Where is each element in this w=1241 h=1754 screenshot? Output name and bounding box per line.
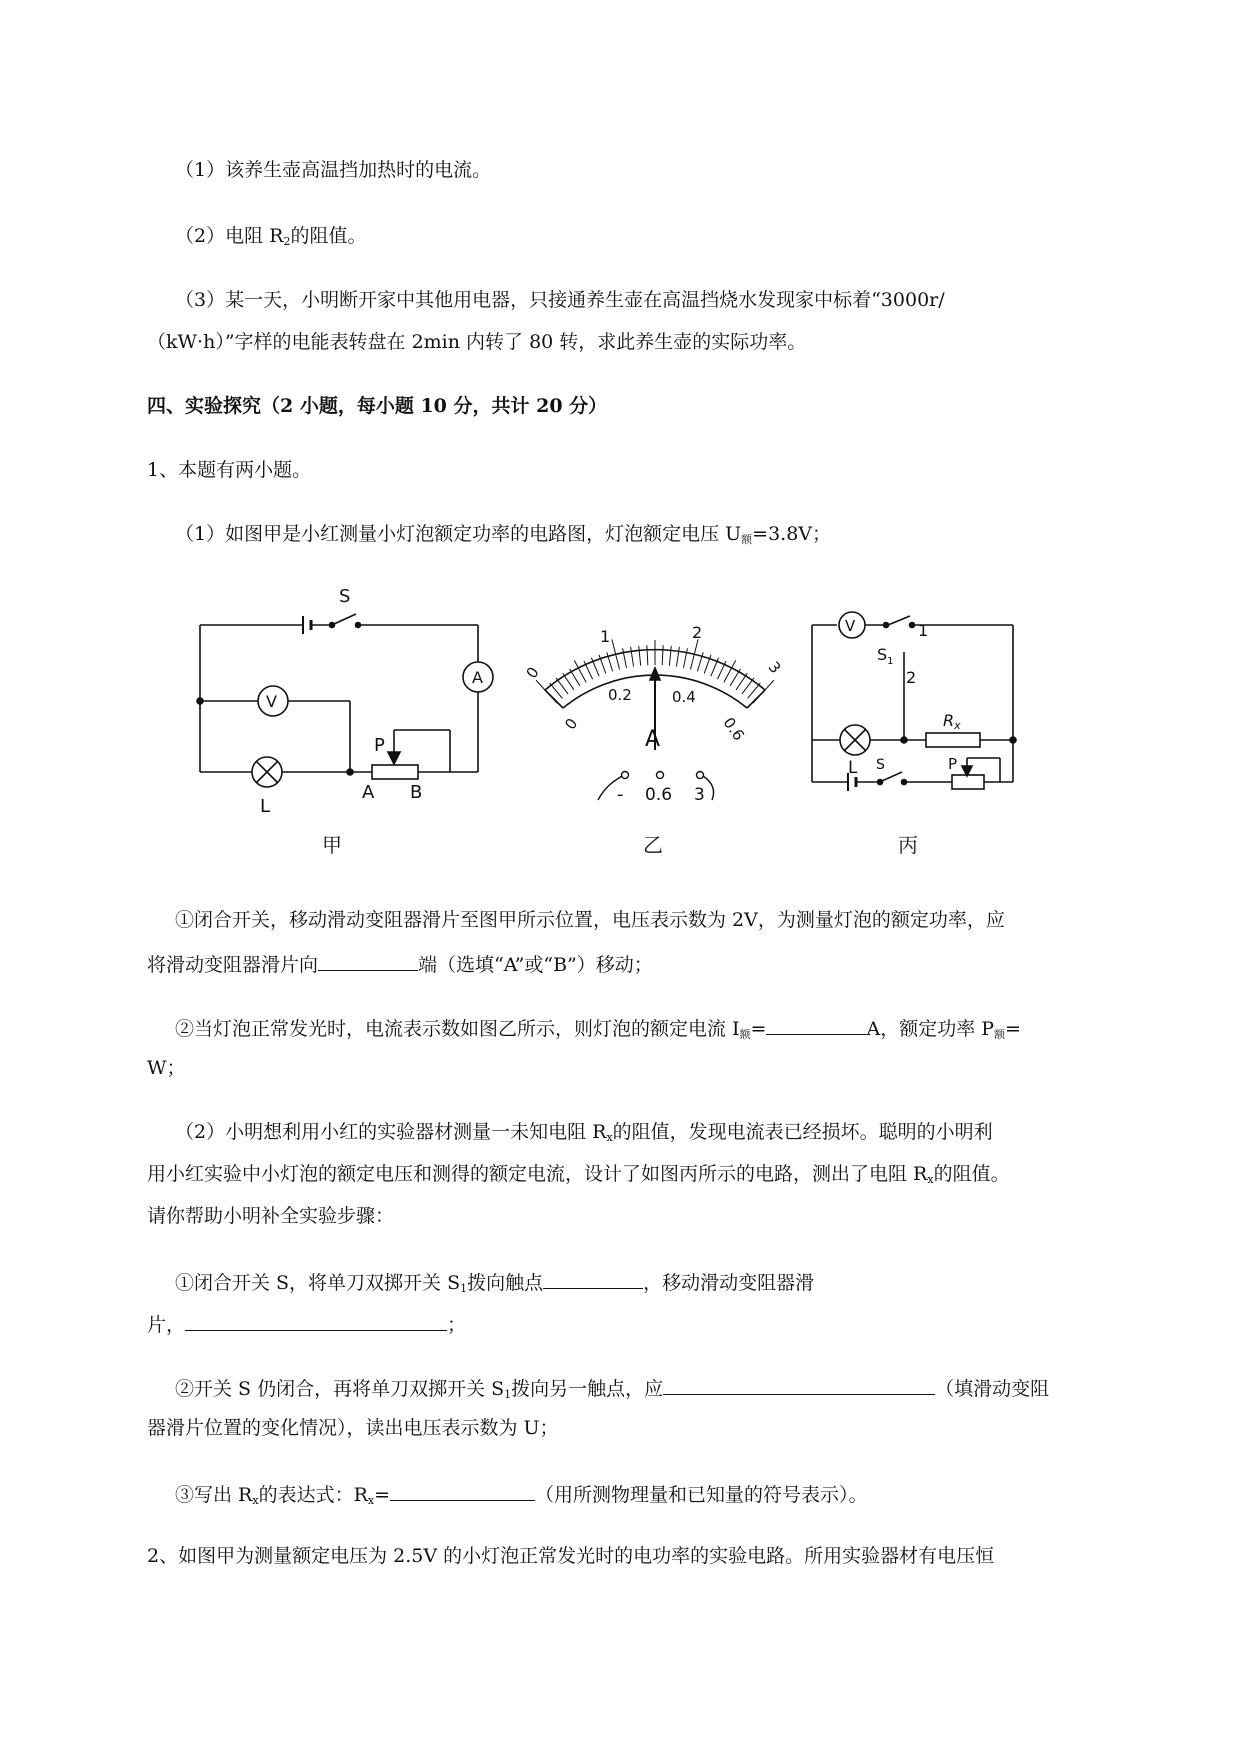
dial-top-1: 1 [600,627,611,646]
dial-bottom-0.6: 0.6 [719,714,748,745]
q1-task2-line2: 器滑片位置的变化情况），读出电压表示数为 U； [147,1417,559,1439]
bing-rheostat [952,775,984,789]
dial-bottom-0.4: 0.4 [672,688,696,706]
dial-tick [662,645,663,665]
q1-task1-line2: 片， ； [147,1310,466,1337]
bing-l-label: L [848,758,858,778]
dial-tick [631,647,634,667]
circuit-figures [0,580,1241,870]
q1-step2-line2: W； [147,1057,186,1079]
dial-bottom-0.2: 0.2 [608,686,632,704]
dial-tick [736,673,747,690]
jia-end-a: A [362,782,375,803]
dial-top-3: 3 [764,658,785,678]
q3-item-1: （1）该养生壶高温挡加热时的电流。 [175,159,492,181]
answer-blank-direction[interactable] [318,950,418,971]
jia-lamp-label: L [260,796,271,817]
dial-unit: A [645,727,661,752]
dial-top-2: 2 [692,623,703,642]
caption-bing: 丙 [898,833,918,857]
dial-top-0: 0 [522,663,543,682]
dial-tick [639,646,641,666]
jia-voltmeter-label: V [266,692,277,711]
q1-task1-line1: ①闭合开关 S，将单刀双掷开关 $S_1$拨向触点 ，移动滑动变阻器滑 [175,1268,814,1301]
bing-rx [926,733,980,747]
answer-blank-contact[interactable] [543,1268,643,1289]
answer-blank-slider-action[interactable] [185,1310,447,1331]
section-4-title: 四、实验探究（2 小题，每小题 10 分，共计 20 分） [147,395,608,417]
terminal-0.6: 0.6 [645,785,673,805]
jia-slider-label: P [374,735,385,756]
rheostat-symbol [372,765,418,779]
dial-tick [556,678,568,694]
jia-ammeter-label: A [472,668,483,687]
caption-yi: 乙 [643,833,663,857]
terminal-3: 3 [694,785,705,805]
q3-item-3-line2: （kW·h）”字样的电能表转盘在 2min 内转了 80 转，求此养生壶的实际功率。 [147,331,807,353]
bing-p-label: P [948,755,958,773]
dial-tick [669,646,671,666]
answer-blank-current[interactable] [766,1014,866,1035]
q1-task2-line1: ②开关 S 仍闭合，再将单刀双掷开关 $S_1$拨向另一触点，应 （填滑动变阻 [175,1374,1049,1407]
answer-blank-rx-expression[interactable] [390,1480,535,1501]
bing-s-label: S [876,757,885,773]
q1-step1-line2: 将滑动变阻器滑片向 端（选填“A”或“B”）移动； [147,950,653,977]
q1-part2-line2: 用小红实验中小灯泡的额定电压和测得的额定电流，设计了如图丙所示的电路，测出了电阻 $R_x$的阻值。 [147,1163,1010,1186]
dial-tick [647,645,648,665]
jia-end-b: B [410,782,423,803]
figure-yi [523,623,785,805]
dial-tick [570,669,580,686]
dial-tick [676,647,679,667]
bing-v-label: V [845,617,856,635]
bing-contact-2: 2 [906,668,917,687]
dial-tick [684,648,688,668]
q1-task3-line: ③写出 $R_x$的表达式：$R_x=$ （用所测物理量和已知量的符号表示）。 [175,1480,868,1513]
q1-step2-line1: ②当灯泡正常发光时，电流表示数如图乙所示，则灯泡的额定电流 $I_额= A$，额定功率 $P_额=$ [175,1014,1021,1047]
jia-switch-label: S [339,586,351,607]
caption-jia: 甲 [322,833,342,857]
q3-item-2: （2）电阻 $R_2$的阻值。 [175,225,367,248]
figure-jia [197,586,493,817]
q1-part2-line1: （2）小明想利用小红的实验器材测量一未知电阻 $R_x$的阻值，发现电流表已经损坏。聪明的小明利 [175,1121,993,1144]
dial-bottom-0: 0 [561,714,582,734]
dial-tick [563,673,574,690]
bing-s1-label: $S_1$ [877,645,894,667]
answer-blank-slider-change[interactable] [663,1374,935,1395]
q2-line1: 2、如图甲为测量额定电压为 2.5V 的小灯泡正常发光时的电功率的实验电路。所用实验器材有电压恒 [147,1545,995,1567]
terminal-minus: - [617,784,624,805]
figure-bing [812,612,1016,791]
q3-item-3-line1: （3）某一天，小明断开家中其他用电器，只接通养生壶在高温挡烧水发现家中标着“3000r/ [175,289,945,311]
dial-tick [730,669,740,686]
bing-rx-label: Rx [943,711,961,732]
q1-intro: 1、本题有两小题。 [147,459,312,481]
q1-part1-text: （1）如图甲是小红测量小灯泡额定功率的电路图，灯泡额定电压 $U_额=3.8V$； [175,523,832,546]
dial-tick [742,678,754,694]
dial-tick [623,648,627,668]
q1-step1-line1: ①闭合开关，移动滑动变阻器滑片至图甲所示位置，电压表示数为 2V，为测量灯泡的额定功率，应 [175,909,1005,931]
bing-contact-1: 1 [918,621,929,640]
q1-part2-line3: 请你帮助小明补全实验步骤： [147,1205,395,1227]
